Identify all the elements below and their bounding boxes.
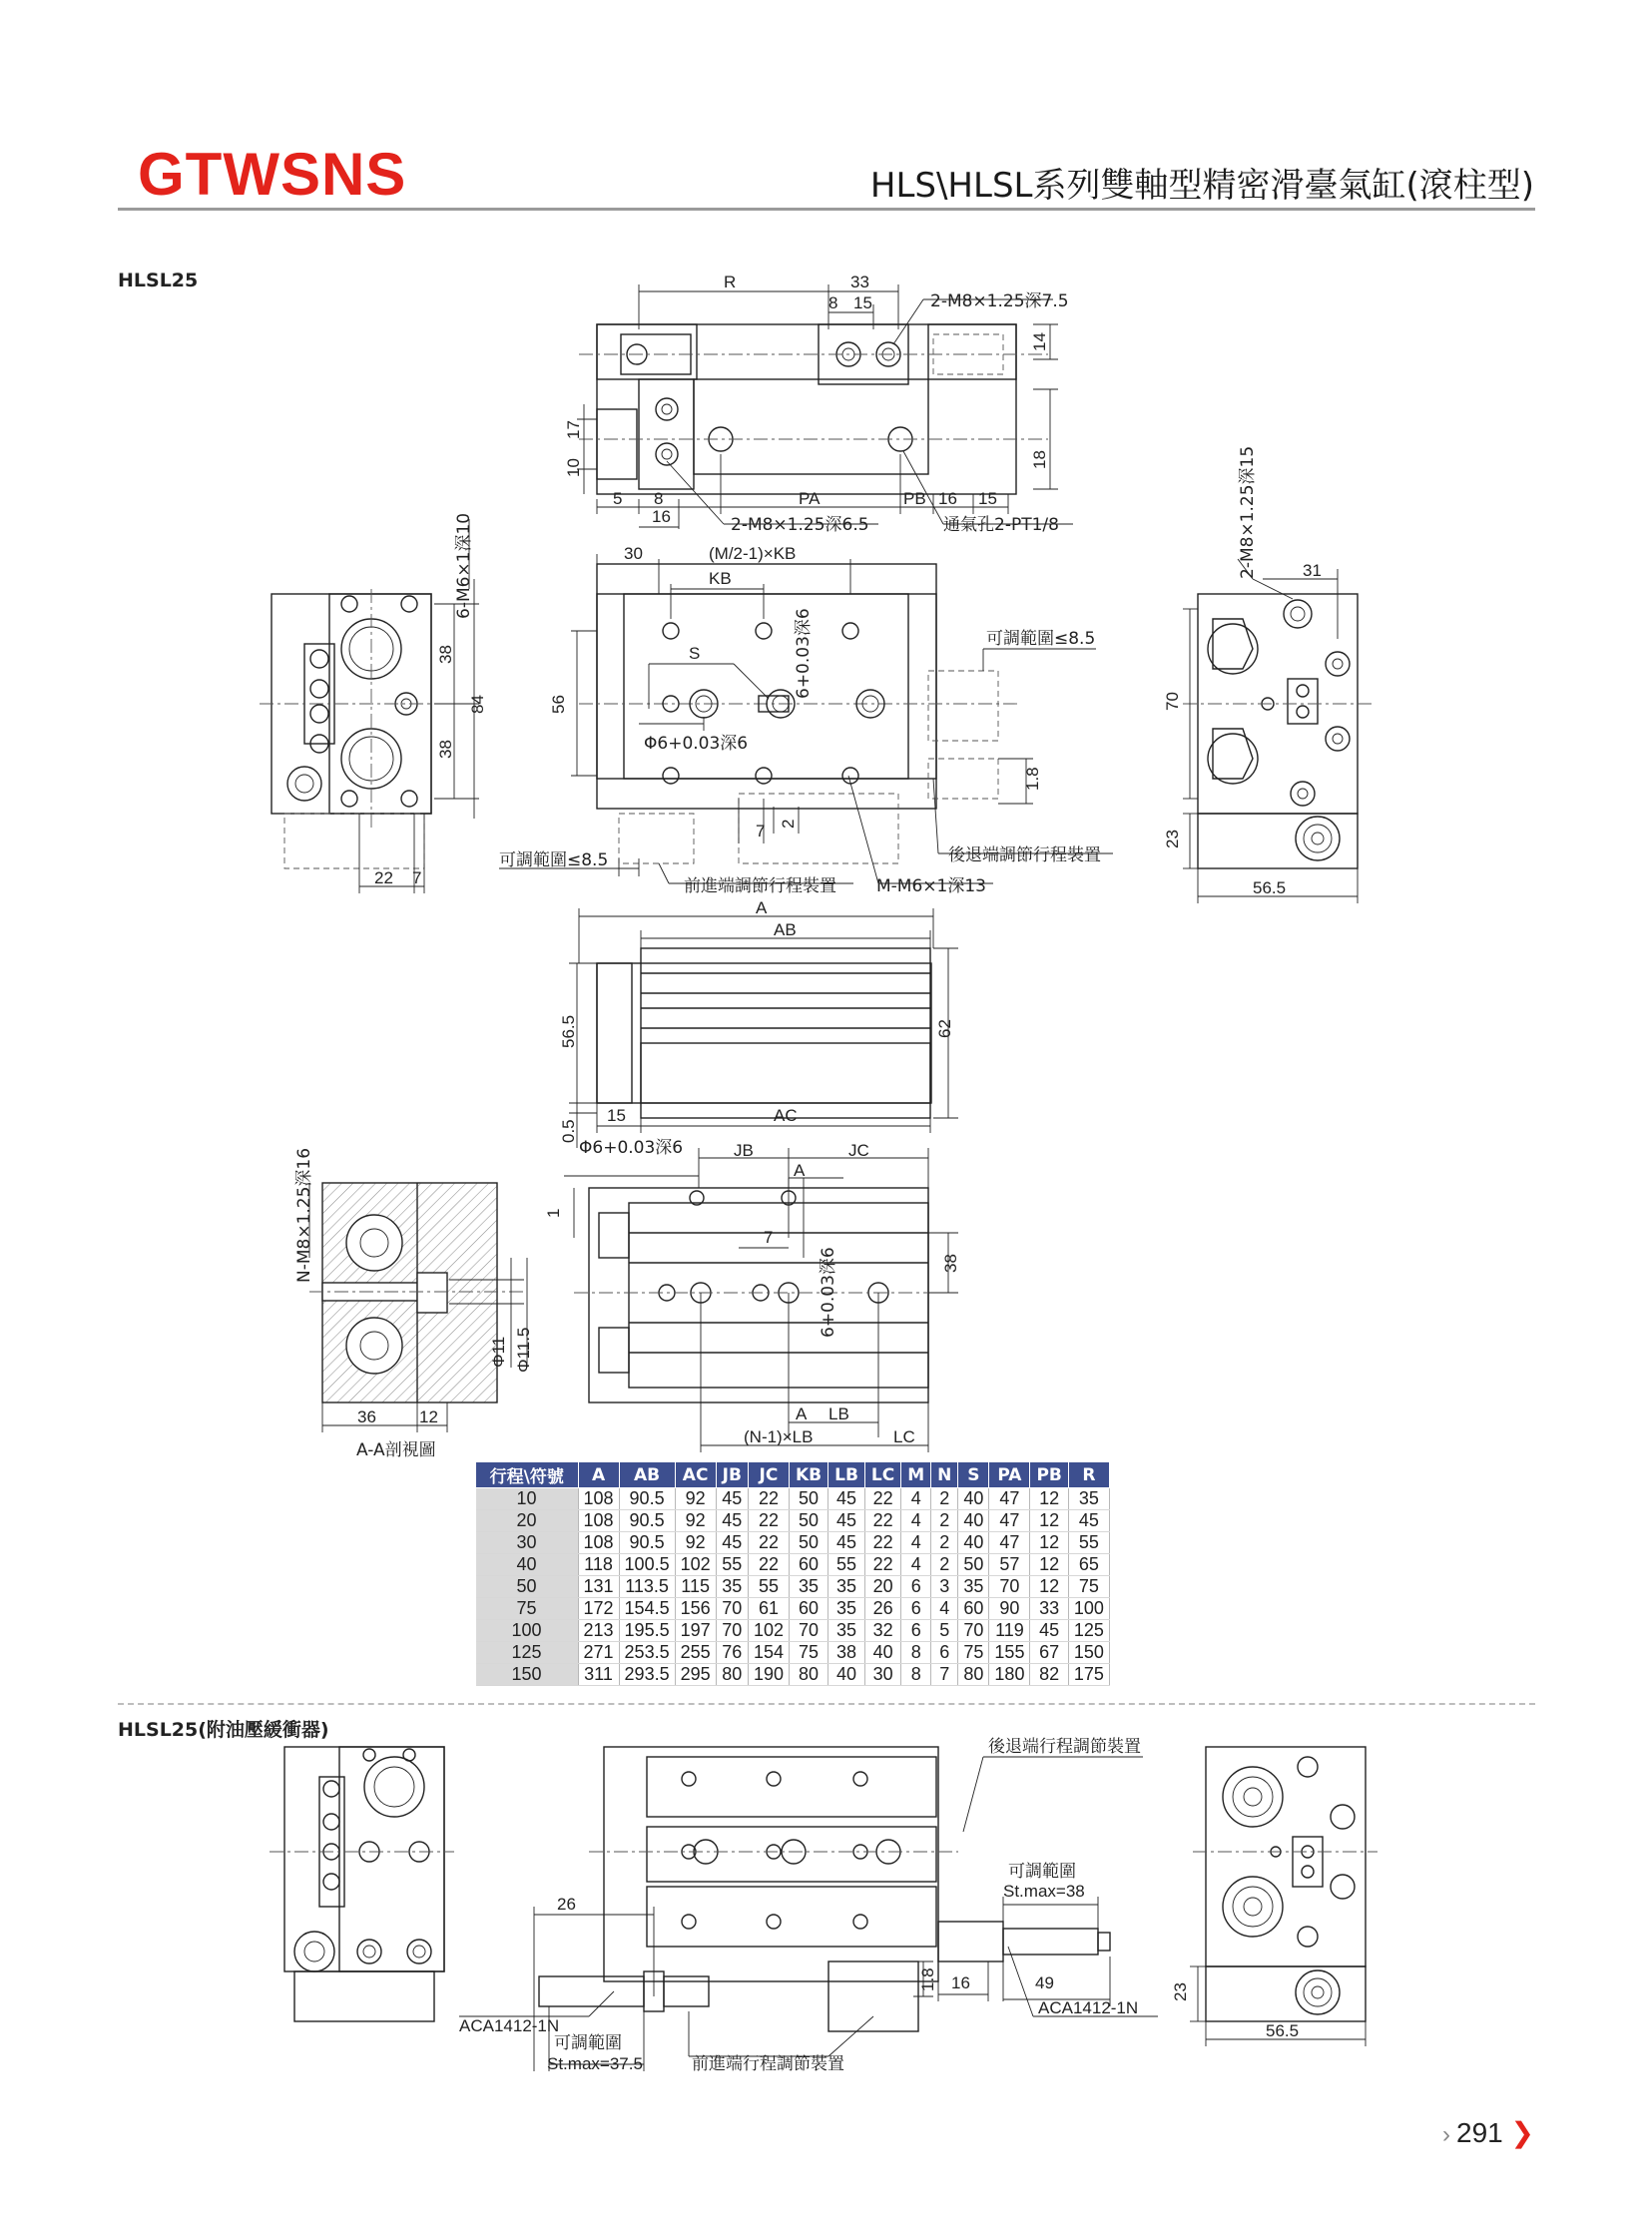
column-header: 行程\符號 — [476, 1462, 579, 1488]
buffer-left-end-view — [270, 1747, 454, 2021]
svg-text:通氣孔2-PT1/8: 通氣孔2-PT1/8 — [943, 515, 1059, 535]
svg-text:6+0.03深6: 6+0.03深6 — [819, 1247, 838, 1338]
table-cell: 131 — [578, 1576, 619, 1598]
table-cell: 47 — [989, 1532, 1030, 1554]
table-cell: 92 — [675, 1510, 716, 1532]
table-cell: 2 — [931, 1510, 958, 1532]
table-cell: 154 — [748, 1642, 789, 1664]
svg-text:23: 23 — [1163, 830, 1182, 848]
table-cell: 311 — [578, 1664, 619, 1686]
svg-text:LB: LB — [828, 1404, 849, 1423]
next-page-icon[interactable]: ❯ — [1502, 2117, 1534, 2148]
table-cell: 90.5 — [619, 1532, 675, 1554]
table-cell: 33 — [1030, 1598, 1068, 1620]
stroke-cell: 20 — [476, 1510, 579, 1532]
svg-text:JB: JB — [734, 1141, 754, 1160]
svg-text:22: 22 — [374, 868, 393, 887]
table-cell: 50 — [789, 1510, 827, 1532]
stroke-cell: 10 — [476, 1488, 579, 1510]
table-cell: 22 — [864, 1554, 900, 1576]
table-cell: 108 — [578, 1488, 619, 1510]
table-cell: 180 — [989, 1664, 1030, 1686]
svg-text:56.5: 56.5 — [1253, 878, 1287, 897]
table-cell: 50 — [958, 1554, 989, 1576]
table-cell: 119 — [989, 1620, 1030, 1642]
table-cell: 195.5 — [619, 1620, 675, 1642]
table-cell: 67 — [1030, 1642, 1068, 1664]
table-cell: 50 — [789, 1532, 827, 1554]
table-cell: 100 — [1068, 1598, 1109, 1620]
svg-text:St.max=37.5: St.max=37.5 — [547, 2054, 643, 2073]
svg-text:8: 8 — [654, 489, 664, 508]
column-header: AB — [619, 1462, 675, 1488]
column-header: KB — [789, 1462, 827, 1488]
svg-text:Φ11: Φ11 — [489, 1336, 508, 1368]
svg-text:Φ11.5: Φ11.5 — [514, 1327, 533, 1373]
table-cell: 40 — [958, 1510, 989, 1532]
table-cell: 45 — [828, 1488, 865, 1510]
table-cell: 65 — [1068, 1554, 1109, 1576]
table-cell: 38 — [828, 1642, 865, 1664]
svg-text:0.5: 0.5 — [559, 1119, 578, 1143]
svg-text:38: 38 — [436, 740, 455, 759]
table-cell: 30 — [864, 1664, 900, 1686]
table-cell: 4 — [901, 1488, 931, 1510]
section-label-hlsl25-buffer: HLSL25(附油壓緩衝器) — [118, 1719, 329, 1741]
svg-text:1: 1 — [544, 1208, 563, 1218]
table-cell: 22 — [864, 1488, 900, 1510]
table-cell: 55 — [828, 1554, 865, 1576]
table-cell: 115 — [675, 1576, 716, 1598]
table-cell: 57 — [989, 1554, 1030, 1576]
side-view — [559, 898, 958, 1148]
svg-text:1.8: 1.8 — [1023, 767, 1042, 791]
svg-text:7: 7 — [756, 822, 766, 840]
table-cell: 100.5 — [619, 1554, 675, 1576]
svg-text:St.max=38: St.max=38 — [1003, 1882, 1085, 1901]
svg-text:N-M8×1.25深16: N-M8×1.25深16 — [294, 1147, 314, 1283]
section-view-aa — [294, 1148, 533, 1457]
svg-text:可調範圍≤8.5: 可調範圍≤8.5 — [986, 629, 1096, 649]
table-cell: 92 — [675, 1488, 716, 1510]
svg-text:AC: AC — [774, 1106, 798, 1125]
table-cell: 35 — [716, 1576, 748, 1598]
table-cell: 75 — [958, 1642, 989, 1664]
svg-text:(N-1)×LB: (N-1)×LB — [744, 1427, 814, 1446]
table-row — [476, 1532, 1110, 1554]
table-cell: 118 — [578, 1554, 619, 1576]
svg-text:7: 7 — [764, 1228, 774, 1247]
column-header: R — [1068, 1462, 1109, 1488]
table-cell: 4 — [931, 1598, 958, 1620]
column-header: JC — [748, 1462, 789, 1488]
table-row — [476, 1554, 1110, 1576]
stroke-cell: 100 — [476, 1620, 579, 1642]
table-cell: 172 — [578, 1598, 619, 1620]
svg-text:JC: JC — [848, 1141, 869, 1160]
table-row — [476, 1488, 1110, 1510]
table-row — [476, 1664, 1110, 1686]
page-number — [1442, 2116, 1534, 2149]
table-cell: 6 — [931, 1642, 958, 1664]
table-cell: 2 — [931, 1532, 958, 1554]
svg-text:8: 8 — [828, 293, 838, 312]
prev-page-icon[interactable]: › — [1442, 2121, 1451, 2148]
table-cell: 190 — [748, 1664, 789, 1686]
section-label-hlsl25: HLSL25 — [118, 270, 199, 291]
svg-text:前進端行程調節裝置: 前進端行程調節裝置 — [692, 2054, 844, 2074]
table-cell: 80 — [716, 1664, 748, 1686]
table-cell: 70 — [716, 1620, 748, 1642]
svg-text:17: 17 — [564, 420, 583, 439]
table-cell: 22 — [864, 1510, 900, 1532]
table-row — [476, 1620, 1110, 1642]
svg-text:R: R — [724, 273, 737, 291]
right-end-view — [1163, 446, 1373, 903]
table-cell: 155 — [989, 1642, 1030, 1664]
svg-text:S: S — [689, 644, 701, 663]
bottom-view — [544, 1138, 960, 1452]
table-cell: 293.5 — [619, 1664, 675, 1686]
buffer-right-end-view — [1171, 1747, 1377, 2046]
column-header: PB — [1030, 1462, 1068, 1488]
svg-text:ACA1412-1N: ACA1412-1N — [1038, 1998, 1139, 2017]
svg-text:A: A — [794, 1161, 806, 1180]
table-cell: 80 — [958, 1664, 989, 1686]
svg-text:15: 15 — [853, 293, 872, 312]
table-cell: 255 — [675, 1642, 716, 1664]
table-cell: 45 — [828, 1510, 865, 1532]
technical-drawing-hlsl25-buffer — [0, 1697, 1652, 2096]
table-cell: 22 — [748, 1488, 789, 1510]
table-cell: 7 — [931, 1664, 958, 1686]
table-cell: 6 — [901, 1576, 931, 1598]
svg-text:6+0.03深6: 6+0.03深6 — [794, 608, 814, 699]
table-cell: 55 — [1068, 1532, 1109, 1554]
table-cell: 8 — [901, 1642, 931, 1664]
table-cell: 12 — [1030, 1488, 1068, 1510]
stroke-cell: 40 — [476, 1554, 579, 1576]
table-cell: 80 — [789, 1664, 827, 1686]
column-header: M — [901, 1462, 931, 1488]
table-row — [476, 1598, 1110, 1620]
svg-text:62: 62 — [935, 1019, 954, 1038]
stroke-cell: 75 — [476, 1598, 579, 1620]
svg-text:18: 18 — [1030, 450, 1049, 469]
table-cell: 40 — [864, 1642, 900, 1664]
table-cell: 12 — [1030, 1510, 1068, 1532]
svg-text:前進端調節行程裝置: 前進端調節行程裝置 — [684, 876, 836, 896]
svg-text:6-M6×1深10: 6-M6×1深10 — [454, 512, 474, 619]
svg-text:15: 15 — [978, 489, 997, 508]
table-cell: 45 — [716, 1532, 748, 1554]
table-cell: 102 — [748, 1620, 789, 1642]
svg-text:可調範圍≤8.5: 可調範圍≤8.5 — [499, 850, 609, 870]
svg-text:後退端調節行程裝置: 後退端調節行程裝置 — [948, 845, 1101, 865]
left-end-view — [260, 513, 487, 893]
svg-text:可調範圍: 可調範圍 — [1008, 1862, 1076, 1882]
table-cell: 12 — [1030, 1532, 1068, 1554]
svg-text:14: 14 — [1030, 332, 1049, 351]
table-cell: 40 — [958, 1488, 989, 1510]
table-cell: 70 — [789, 1620, 827, 1642]
table-cell: 92 — [675, 1532, 716, 1554]
svg-text:16: 16 — [951, 1973, 970, 1992]
table-cell: 45 — [716, 1510, 748, 1532]
svg-text:可調範圍: 可調範圍 — [554, 2033, 622, 2053]
table-cell: 60 — [958, 1598, 989, 1620]
svg-text:ACA1412-1N: ACA1412-1N — [459, 2016, 560, 2035]
table-cell: 40 — [828, 1664, 865, 1686]
table-cell: 6 — [901, 1598, 931, 1620]
table-cell: 108 — [578, 1510, 619, 1532]
svg-text:16: 16 — [652, 507, 671, 526]
table-cell: 5 — [931, 1620, 958, 1642]
table-cell: 295 — [675, 1664, 716, 1686]
column-header: LC — [864, 1462, 900, 1488]
svg-text:15: 15 — [607, 1106, 626, 1125]
table-cell: 90 — [989, 1598, 1030, 1620]
svg-text:2-M8×1.25深7.5: 2-M8×1.25深7.5 — [930, 291, 1069, 311]
table-cell: 175 — [1068, 1664, 1109, 1686]
table-cell: 35 — [828, 1576, 865, 1598]
table-cell: 35 — [1068, 1488, 1109, 1510]
svg-text:30: 30 — [624, 544, 643, 563]
svg-text:PA: PA — [799, 489, 821, 508]
table-cell: 4 — [901, 1532, 931, 1554]
table-cell: 60 — [789, 1554, 827, 1576]
brand-logo: GTWSNS — [138, 141, 407, 208]
top-view — [564, 273, 1073, 535]
svg-text:A: A — [756, 898, 768, 917]
svg-text:26: 26 — [557, 1895, 576, 1914]
table-cell: 45 — [1030, 1620, 1068, 1642]
table-cell: 47 — [989, 1510, 1030, 1532]
buffer-front-view — [459, 1737, 1158, 2074]
svg-text:56.5: 56.5 — [559, 1014, 578, 1048]
svg-text:38: 38 — [436, 645, 455, 664]
table-cell: 60 — [789, 1598, 827, 1620]
page-title: HLS\HLSL系列雙軸型精密滑臺氣缸(滾柱型) — [869, 166, 1534, 206]
table-cell: 70 — [716, 1598, 748, 1620]
svg-text:M-M6×1深13: M-M6×1深13 — [876, 876, 986, 896]
svg-text:後退端行程調節裝置: 後退端行程調節裝置 — [988, 1737, 1141, 1757]
svg-text:A-A剖視圖: A-A剖視圖 — [356, 1440, 436, 1457]
table-cell: 75 — [1068, 1576, 1109, 1598]
svg-text:5: 5 — [613, 489, 623, 508]
table-cell: 35 — [789, 1576, 827, 1598]
table-cell: 75 — [789, 1642, 827, 1664]
svg-text:38: 38 — [941, 1254, 960, 1273]
spec-table-header-row — [476, 1462, 1110, 1488]
svg-text:PB: PB — [903, 489, 926, 508]
svg-text:56: 56 — [549, 695, 568, 714]
svg-text:56.5: 56.5 — [1266, 2021, 1300, 2040]
svg-text:2-M8×1.25深15: 2-M8×1.25深15 — [1238, 445, 1258, 579]
table-cell: 156 — [675, 1598, 716, 1620]
table-cell: 108 — [578, 1532, 619, 1554]
table-cell: 35 — [828, 1598, 865, 1620]
column-header: S — [958, 1462, 989, 1488]
svg-text:10: 10 — [564, 458, 583, 477]
table-cell: 150 — [1068, 1642, 1109, 1664]
table-cell: 70 — [958, 1620, 989, 1642]
table-cell: 45 — [1068, 1510, 1109, 1532]
svg-text:1.8: 1.8 — [918, 1967, 937, 1991]
svg-text:Φ6+0.03深6: Φ6+0.03深6 — [644, 734, 749, 754]
stroke-cell: 50 — [476, 1576, 579, 1598]
table-row — [476, 1510, 1110, 1532]
table-cell: 197 — [675, 1620, 716, 1642]
table-cell: 22 — [748, 1554, 789, 1576]
stroke-cell: 125 — [476, 1642, 579, 1664]
page-number-text: 291 — [1456, 2117, 1503, 2148]
svg-text:49: 49 — [1035, 1973, 1054, 1992]
table-cell: 22 — [748, 1510, 789, 1532]
column-header: AC — [675, 1462, 716, 1488]
svg-text:A: A — [796, 1404, 808, 1423]
table-cell: 82 — [1030, 1664, 1068, 1686]
table-cell: 2 — [931, 1488, 958, 1510]
svg-text:36: 36 — [357, 1407, 376, 1426]
table-cell: 154.5 — [619, 1598, 675, 1620]
svg-text:AB: AB — [774, 920, 797, 939]
svg-text:2-M8×1.25深6.5: 2-M8×1.25深6.5 — [731, 515, 869, 535]
table-cell: 55 — [748, 1576, 789, 1598]
table-row — [476, 1642, 1110, 1664]
spec-table — [475, 1461, 1110, 1686]
table-cell: 22 — [864, 1532, 900, 1554]
table-cell: 3 — [931, 1576, 958, 1598]
table-cell: 102 — [675, 1554, 716, 1576]
table-cell: 50 — [789, 1488, 827, 1510]
stroke-cell: 150 — [476, 1664, 579, 1686]
svg-text:23: 23 — [1171, 1982, 1190, 2001]
table-cell: 61 — [748, 1598, 789, 1620]
svg-text:LC: LC — [893, 1427, 915, 1446]
table-cell: 4 — [901, 1510, 931, 1532]
table-cell: 76 — [716, 1642, 748, 1664]
table-cell: 12 — [1030, 1554, 1068, 1576]
table-cell: 4 — [901, 1554, 931, 1576]
svg-text:Φ6+0.03深6: Φ6+0.03深6 — [579, 1138, 684, 1158]
column-header: N — [931, 1462, 958, 1488]
table-cell: 45 — [828, 1532, 865, 1554]
svg-text:KB: KB — [709, 569, 732, 588]
table-cell: 8 — [901, 1664, 931, 1686]
table-cell: 55 — [716, 1554, 748, 1576]
table-cell: 90.5 — [619, 1488, 675, 1510]
column-header: A — [578, 1462, 619, 1488]
svg-text:31: 31 — [1303, 561, 1322, 580]
table-cell: 90.5 — [619, 1510, 675, 1532]
table-cell: 20 — [864, 1576, 900, 1598]
table-cell: 271 — [578, 1642, 619, 1664]
column-header: PA — [989, 1462, 1030, 1488]
svg-text:16: 16 — [938, 489, 957, 508]
svg-text:12: 12 — [419, 1407, 438, 1426]
table-cell: 113.5 — [619, 1576, 675, 1598]
stroke-cell: 30 — [476, 1532, 579, 1554]
table-cell: 40 — [958, 1532, 989, 1554]
table-cell: 12 — [1030, 1576, 1068, 1598]
svg-text:7: 7 — [412, 868, 422, 887]
table-cell: 32 — [864, 1620, 900, 1642]
table-cell: 35 — [828, 1620, 865, 1642]
table-cell: 35 — [958, 1576, 989, 1598]
svg-text:(M/2-1)×KB: (M/2-1)×KB — [709, 544, 797, 563]
table-cell: 26 — [864, 1598, 900, 1620]
table-cell: 22 — [748, 1532, 789, 1554]
table-cell: 213 — [578, 1620, 619, 1642]
table-cell: 125 — [1068, 1620, 1109, 1642]
svg-text:70: 70 — [1163, 692, 1182, 711]
column-header: JB — [716, 1462, 748, 1488]
svg-text:33: 33 — [850, 273, 869, 291]
column-header: LB — [828, 1462, 865, 1488]
front-view — [499, 544, 1113, 896]
table-cell: 6 — [901, 1620, 931, 1642]
table-cell: 47 — [989, 1488, 1030, 1510]
svg-text:84: 84 — [468, 695, 487, 714]
table-cell: 2 — [931, 1554, 958, 1576]
table-cell: 70 — [989, 1576, 1030, 1598]
spec-table-body — [476, 1488, 1110, 1686]
svg-text:2: 2 — [779, 819, 798, 829]
table-cell: 253.5 — [619, 1642, 675, 1664]
table-cell: 45 — [716, 1488, 748, 1510]
table-row — [476, 1576, 1110, 1598]
